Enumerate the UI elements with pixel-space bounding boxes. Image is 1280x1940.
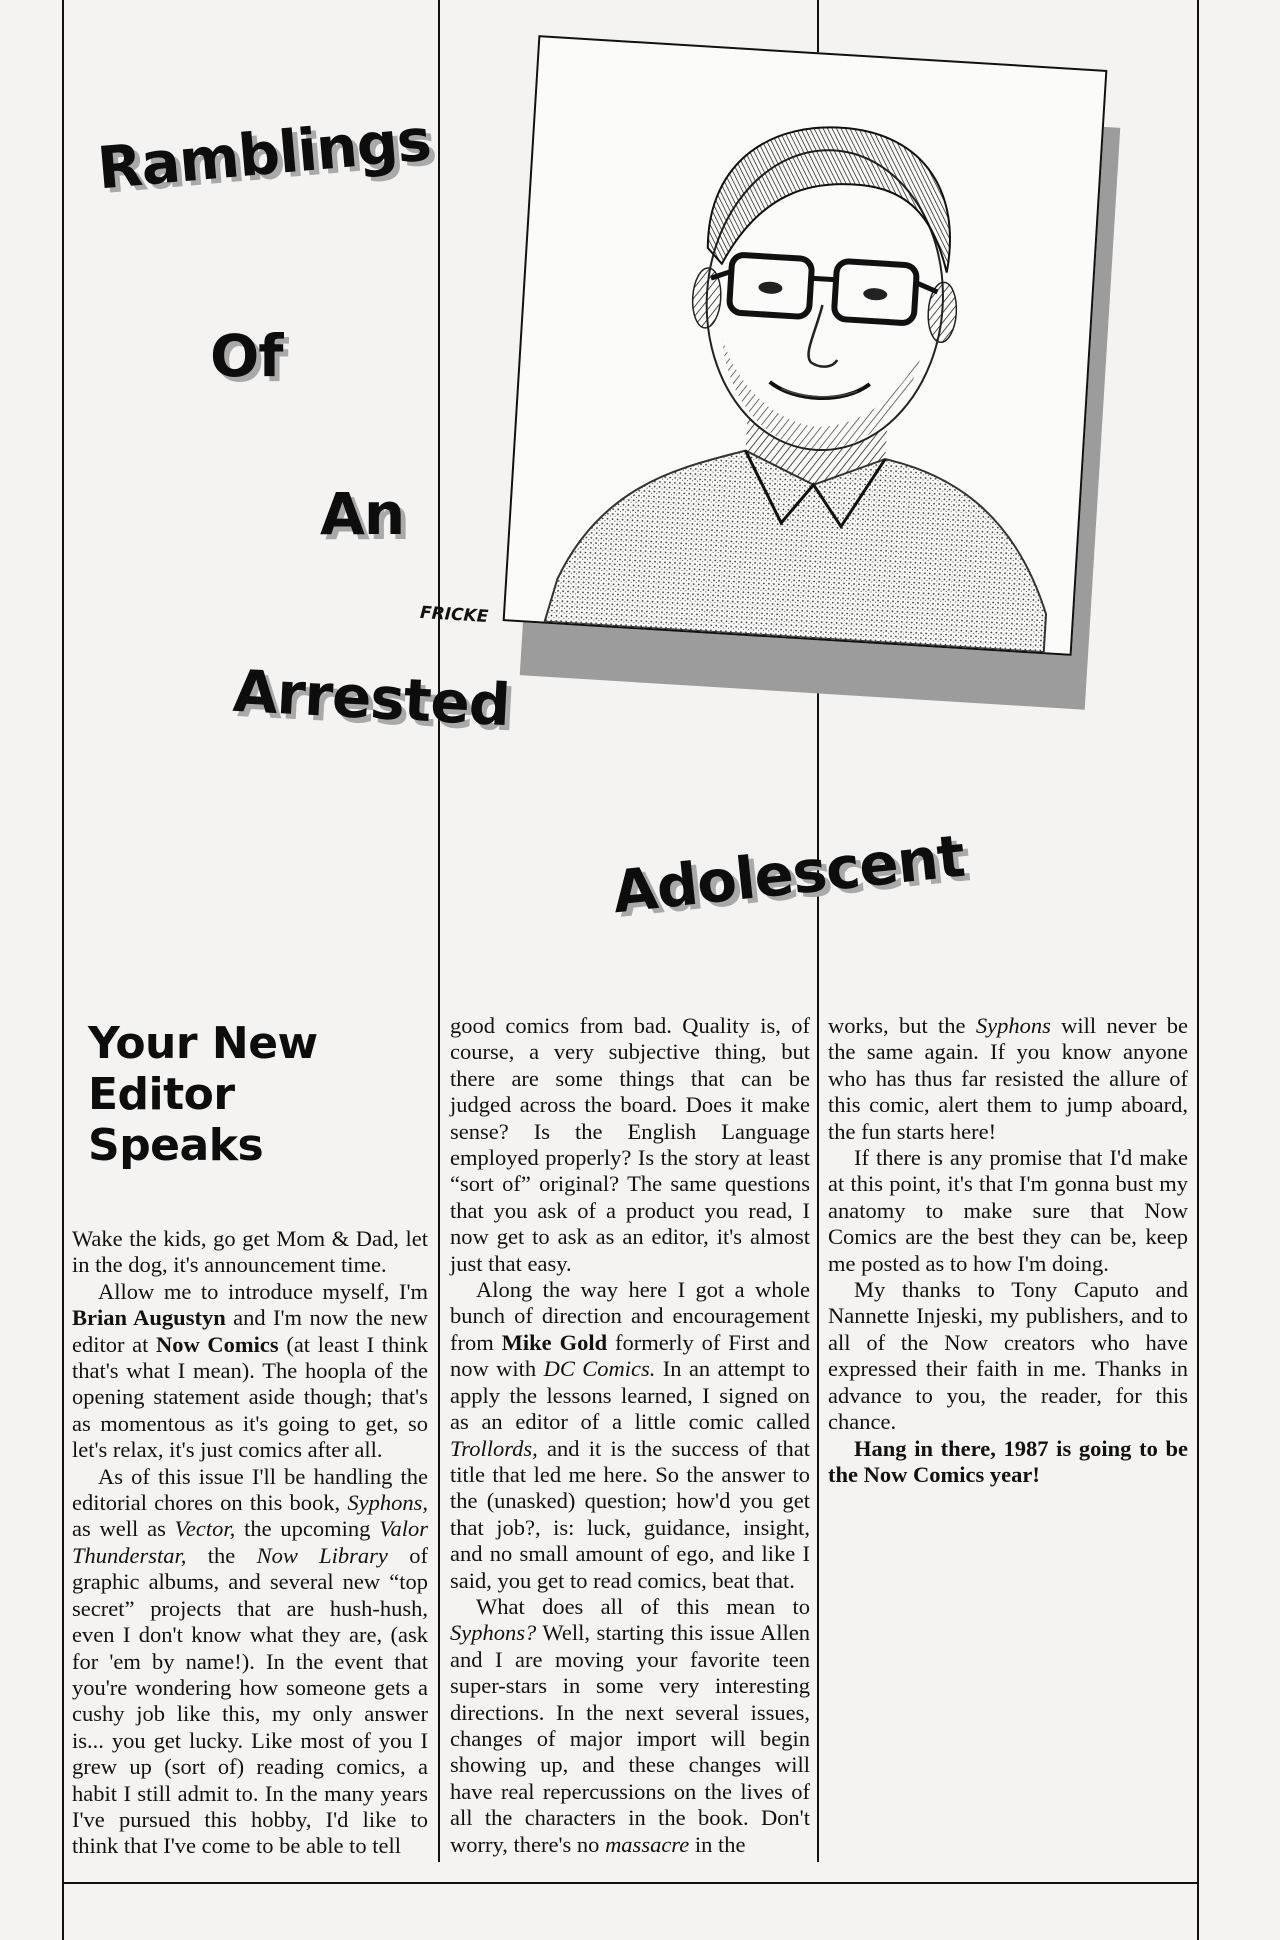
- name-brian-augustyn: Brian Augustyn: [72, 1305, 226, 1331]
- bottom-rule: [62, 1882, 1199, 1884]
- closing-line: Hang in there, 1987 is going to be the Now Comics year!: [828, 1435, 1188, 1487]
- paragraph: good comics from bad. Quality is, of course, a very subjective thing, but there are some things that can be judged across the board. Does it make sense? Is the English Language employed properly? Is the story at least “sort of” original? The same questions that you ask of a product you read, I now get to ask as an editor, it's almost just that easy.: [450, 1013, 810, 1276]
- paragraph: Allow me to introduce myself, I'm Brian Augustyn and I'm now the new editor at Now Comics (at least I think that's what I mean). The hoopla of the opening statement aside though; that's as momentous as it's going to get, so let's relax, it's just comics after all.: [72, 1278, 428, 1463]
- paragraph: Along the way here I got a whole bunch of direction and encouragement from Mike Gold formerly of First and now with DC Comics. In an attempt to apply the lessons learned, I signed on as an editor of a little comic called Trollords, and it is the success of that title that led me here. So the answer to the (unasked) question; how'd you get that job?, is: luck, guidance, insight, and no small amount of ego, and like I said, you get to read comics, beat that.: [450, 1277, 810, 1593]
- article-column-2: [450, 1013, 810, 1858]
- article-subhead: [88, 1018, 408, 1171]
- paragraph: Wake the kids, go get Mom & Dad, let in the dog, it's announcement time.: [72, 1226, 428, 1278]
- paragraph: What does all of this mean to Syphons? Well, starting this issue Allen and I are moving your favorite teen super-stars in some very interesting directions. In the next several issues, changes of major import will begin showing up, and these changes will have real repercussions on the lives of all the characters in the book. Don't worry, there's no massacre in the: [450, 1593, 810, 1857]
- paragraph: If there is any promise that I'd make at this point, it's that I'm gonna bust my anatomy to make sure that Now Comics are the best they can be, keep me posted as to how I'm doing.: [828, 1145, 1188, 1276]
- subhead-line: Speaks: [88, 1120, 264, 1171]
- title-word-an: An: [320, 480, 405, 548]
- name-now-comics: Now Comics: [156, 1331, 279, 1357]
- paragraph: As of this issue I'll be handling the editorial chores on this book, Syphons, as well as Vector, the upcoming Valor Thunderstar, the Now Library of graphic albums, and several new “top secret” projects that are hush-hush, even I don't know what they are, (ask for 'em by name!). In the event that you're wondering how someone gets a cushy job like this, my only answer is... you get lucky. Like most of you I grew up (sort of) reading comics, a habit I still admit to. In the many years I've pursued this hobby, I'd like to think that I've come to be able to tell: [72, 1463, 428, 1859]
- paragraph: [828, 1436, 1188, 1489]
- title-word-of: Of: [210, 322, 283, 390]
- paragraph: My thanks to Tony Caputo and Nannette Injeski, my publishers, and to all of the Now creators who have expressed their faith in me. Thanks in advance to you, the reader, for this chance.: [828, 1277, 1188, 1435]
- article-column-1: [72, 1226, 428, 1860]
- column-rule-left: [62, 0, 64, 1940]
- editor-portrait: [503, 35, 1108, 656]
- paragraph: works, but the Syphons will never be the same again. If you know anyone who has thus far resisted the allure of this comic, alert them to jump aboard, the fun starts here!: [828, 1013, 1188, 1144]
- title-word-arrested: Arrested: [231, 656, 512, 740]
- name-mike-gold: Mike Gold: [501, 1329, 608, 1355]
- column-rule-middle-left: [438, 0, 440, 1862]
- title-word-adolescent: Adolescent: [609, 821, 968, 927]
- article-column-3: [828, 1013, 1188, 1488]
- artist-signature: FRICKE: [419, 602, 489, 628]
- subhead-line: Editor: [88, 1069, 235, 1120]
- subhead-line: Your New: [88, 1018, 318, 1069]
- title-word-ramblings: Ramblings: [94, 105, 434, 203]
- portrait-sketch: [505, 37, 1106, 653]
- column-rule-right: [1197, 0, 1199, 1940]
